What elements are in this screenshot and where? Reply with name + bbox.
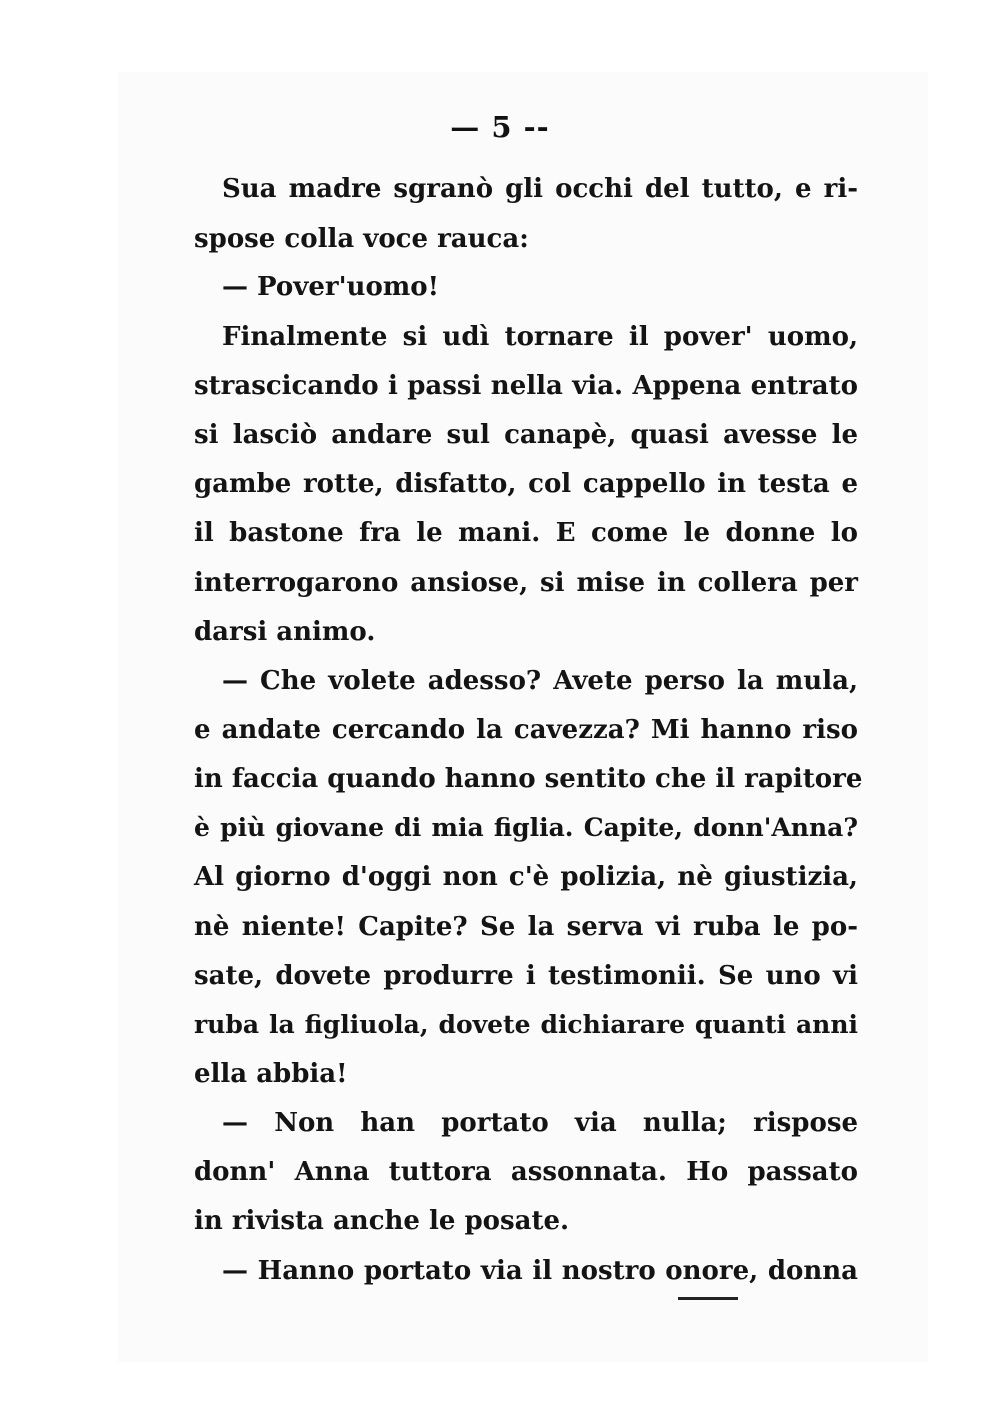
text-line: in faccia quando hanno sentito che il rapitore (194, 764, 863, 794)
text-line: interrogarono ansiose, si mise in collera per (194, 568, 858, 598)
text-line: il bastone fra le mani. E come le donne lo (194, 518, 858, 548)
text-line: donn' Anna tuttora assonnata. Ho passato (194, 1157, 858, 1187)
text-line: ella abbia! (194, 1059, 348, 1089)
text-line: ruba la figliuola, dovete dichiarare quanti anni (194, 1010, 858, 1039)
text-line: nè niente! Capite? Se la serva vi ruba le po- (194, 912, 858, 942)
text-line: gambe rotte, disfatto, col cappello in testa e (194, 469, 858, 499)
text-line: si lasciò andare sul canapè, quasi avesse le (194, 420, 858, 450)
text-line: — Hanno portato via il nostro onore, donna (222, 1256, 858, 1286)
text-line: in rivista anche le posate. (194, 1206, 570, 1236)
text-line: spose colla voce rauca: (194, 224, 529, 254)
text-line: sate, dovete produrre i testimonii. Se uno vi (194, 961, 858, 991)
text-line: e andate cercando la cavezza? Mi hanno riso (194, 715, 858, 745)
text-line: Sua madre sgranò gli occhi del tutto, e ri- (222, 174, 858, 204)
text-line: è più giovane di mia figlia. Capite, donn'Anna? (194, 813, 858, 842)
text-line: — Che volete adesso? Avete perso la mula, (222, 666, 858, 696)
text-line: strascicando i passi nella via. Appena entrato (194, 371, 858, 401)
text-line: Finalmente si udì tornare il pover' uomo, (222, 322, 858, 352)
text-line: — Non han portato via nulla; rispose (222, 1108, 858, 1138)
catchword-rule (678, 1297, 738, 1300)
text-line: — Pover'uomo! (222, 272, 440, 302)
page-number: — 5 -- (450, 110, 550, 144)
text-line: darsi animo. (194, 617, 376, 647)
text-line: Al giorno d'oggi non c'è polizia, nè giustizia, (194, 862, 858, 892)
